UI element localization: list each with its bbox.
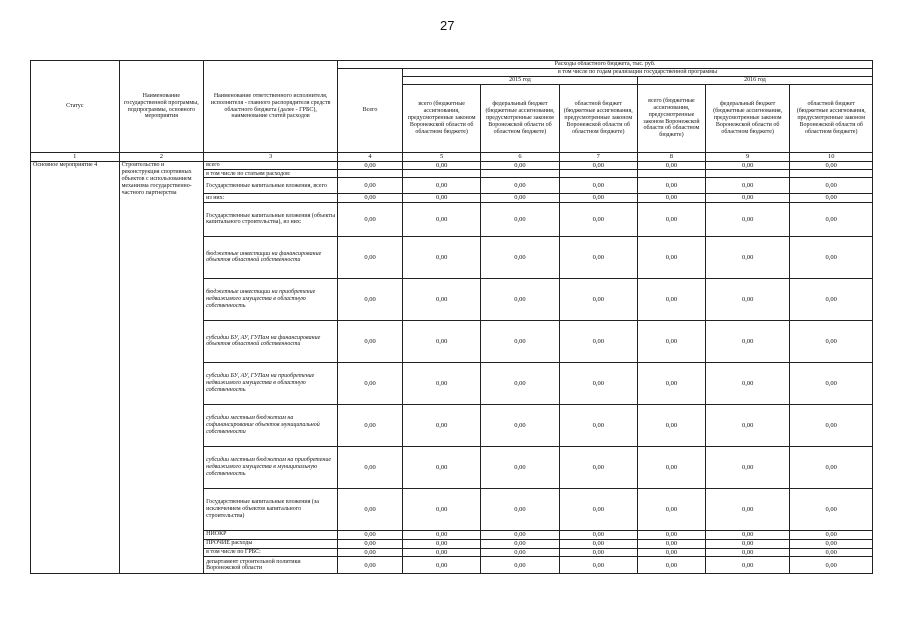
value-cell: 0,00 bbox=[705, 162, 790, 170]
row-label: субсидии местным бюджетам на софинансирование объектов муниципальной собственности bbox=[204, 404, 338, 446]
row-label: субсидии БУ, АУ, ГУПам на приобретение недвижимого имущества в областную собственность bbox=[204, 362, 338, 404]
value-cell: 0,00 bbox=[637, 202, 705, 236]
value-cell: 0,00 bbox=[637, 548, 705, 556]
col-number: 9 bbox=[705, 153, 790, 162]
value-cell: 0,00 bbox=[402, 548, 480, 556]
col-number: 4 bbox=[338, 153, 403, 162]
col-number: 5 bbox=[402, 153, 480, 162]
value-cell: 0,00 bbox=[790, 557, 873, 574]
value-cell: 0,00 bbox=[338, 548, 403, 556]
col-number: 1 bbox=[31, 153, 120, 162]
value-cell: 0,00 bbox=[559, 320, 637, 362]
value-cell bbox=[790, 170, 873, 178]
value-cell: 0,00 bbox=[559, 162, 637, 170]
value-cell: 0,00 bbox=[338, 278, 403, 320]
value-cell: 0,00 bbox=[705, 404, 790, 446]
value-cell: 0,00 bbox=[338, 557, 403, 574]
value-cell: 0,00 bbox=[705, 278, 790, 320]
value-cell: 0,00 bbox=[637, 278, 705, 320]
value-cell: 0,00 bbox=[481, 548, 559, 556]
value-cell: 0,00 bbox=[705, 236, 790, 278]
value-cell: 0,00 bbox=[790, 236, 873, 278]
header-2015-regional: областной бюджет (бюджетные ассигнования, предусмотренные законом Воронежской области об областном бюджете) bbox=[559, 85, 637, 153]
header-2016-federal: федеральный бюджет (бюджетные ассигнования, предусмотренные законом Воронежской области об областном бюджете) bbox=[705, 85, 790, 153]
header-2015-all: всего (бюджетные ассигнования, предусмотренные законом Воронежской области об областном бюджете) bbox=[402, 85, 480, 153]
value-cell: 0,00 bbox=[481, 404, 559, 446]
value-cell: 0,00 bbox=[338, 539, 403, 548]
value-cell: 0,00 bbox=[705, 320, 790, 362]
header-executor: Наименование ответственного исполнителя, исполнителя - главного распорядителя средств областного бюджета (далее - ГРБС), наименование статей расходов bbox=[204, 61, 338, 153]
value-cell: 0,00 bbox=[481, 530, 559, 539]
column-numbers-row bbox=[31, 153, 873, 162]
value-cell: 0,00 bbox=[338, 530, 403, 539]
value-cell: 0,00 bbox=[790, 362, 873, 404]
value-cell: 0,00 bbox=[790, 178, 873, 194]
value-cell: 0,00 bbox=[481, 488, 559, 530]
value-cell: 0,00 bbox=[705, 539, 790, 548]
value-cell: 0,00 bbox=[402, 162, 480, 170]
value-cell: 0,00 bbox=[338, 162, 403, 170]
page-number: 27 bbox=[440, 18, 455, 33]
value-cell: 0,00 bbox=[559, 202, 637, 236]
value-cell: 0,00 bbox=[637, 530, 705, 539]
value-cell: 0,00 bbox=[338, 320, 403, 362]
header-year-2015: 2015 год bbox=[402, 77, 637, 85]
header-status: Статус bbox=[31, 61, 120, 153]
value-cell: 0,00 bbox=[481, 162, 559, 170]
value-cell: 0,00 bbox=[637, 404, 705, 446]
value-cell: 0,00 bbox=[559, 278, 637, 320]
value-cell: 0,00 bbox=[637, 488, 705, 530]
budget-table bbox=[30, 60, 873, 574]
value-cell: 0,00 bbox=[790, 278, 873, 320]
value-cell: 0,00 bbox=[402, 178, 480, 194]
value-cell: 0,00 bbox=[338, 488, 403, 530]
program-cell: Строительство и реконструкция спортивных объектов с использованием механизма государственно-частного партнерства bbox=[119, 162, 204, 574]
row-label: из них: bbox=[204, 194, 338, 202]
value-cell: 0,00 bbox=[790, 194, 873, 202]
row-label: департамент строительной политики Воронежской области bbox=[204, 557, 338, 574]
value-cell: 0,00 bbox=[637, 362, 705, 404]
col-number: 8 bbox=[637, 153, 705, 162]
value-cell: 0,00 bbox=[481, 446, 559, 488]
header-2016-regional: областной бюджет (бюджетные ассигнования, предусмотренные законом Воронежской области об областном бюджете) bbox=[790, 85, 873, 153]
value-cell: 0,00 bbox=[402, 488, 480, 530]
row-label: бюджетные инвестиции на финансирование объектов областной собственности bbox=[204, 236, 338, 278]
col-number: 2 bbox=[119, 153, 204, 162]
value-cell: 0,00 bbox=[705, 557, 790, 574]
value-cell bbox=[559, 170, 637, 178]
table-row bbox=[31, 162, 873, 170]
value-cell: 0,00 bbox=[338, 446, 403, 488]
value-cell: 0,00 bbox=[637, 539, 705, 548]
header-2015-federal: федеральный бюджет (бюджетные ассигнования, предусмотренные законом Воронежской области об областном бюджете) bbox=[481, 85, 559, 153]
value-cell: 0,00 bbox=[559, 548, 637, 556]
status-cell: Основное мероприятие 4 bbox=[31, 162, 120, 574]
header-2016-all: всего (бюджетные ассигнования, предусмотренные законом Воронежской области об областном бюджете) bbox=[637, 85, 705, 153]
col-number: 3 bbox=[204, 153, 338, 162]
value-cell: 0,00 bbox=[559, 194, 637, 202]
value-cell: 0,00 bbox=[790, 162, 873, 170]
value-cell: 0,00 bbox=[559, 446, 637, 488]
value-cell: 0,00 bbox=[338, 362, 403, 404]
value-cell: 0,00 bbox=[637, 236, 705, 278]
row-label: в том числе по статьям расходов: bbox=[204, 170, 338, 178]
value-cell: 0,00 bbox=[481, 178, 559, 194]
value-cell: 0,00 bbox=[559, 557, 637, 574]
header-expenses: Расходы областного бюджета, тыс. руб. bbox=[338, 61, 873, 69]
value-cell: 0,00 bbox=[637, 178, 705, 194]
value-cell: 0,00 bbox=[402, 539, 480, 548]
header-program-name: Наименование государственной программы, подпрограммы, основного мероприятия bbox=[119, 61, 204, 153]
col-number: 6 bbox=[481, 153, 559, 162]
value-cell: 0,00 bbox=[402, 194, 480, 202]
row-label: НИОКР bbox=[204, 530, 338, 539]
value-cell: 0,00 bbox=[481, 320, 559, 362]
value-cell bbox=[481, 170, 559, 178]
row-label: Государственные капитальные вложения, всего bbox=[204, 178, 338, 194]
value-cell: 0,00 bbox=[338, 178, 403, 194]
value-cell: 0,00 bbox=[338, 202, 403, 236]
value-cell: 0,00 bbox=[402, 320, 480, 362]
value-cell: 0,00 bbox=[705, 178, 790, 194]
header-total: Всего bbox=[338, 69, 403, 153]
header-by-years: в том числе по годам реализации государственной программы bbox=[402, 69, 872, 77]
value-cell: 0,00 bbox=[705, 530, 790, 539]
value-cell: 0,00 bbox=[338, 404, 403, 446]
value-cell: 0,00 bbox=[705, 362, 790, 404]
value-cell bbox=[637, 170, 705, 178]
row-label: ПРОЧИЕ расходы bbox=[204, 539, 338, 548]
value-cell: 0,00 bbox=[637, 320, 705, 362]
row-label: в том числе по ГРБС: bbox=[204, 548, 338, 556]
value-cell: 0,00 bbox=[790, 539, 873, 548]
value-cell: 0,00 bbox=[338, 194, 403, 202]
row-label: Государственные капитальные вложения (объекты капитального строительства), из них: bbox=[204, 202, 338, 236]
value-cell: 0,00 bbox=[637, 557, 705, 574]
value-cell: 0,00 bbox=[559, 530, 637, 539]
value-cell: 0,00 bbox=[402, 202, 480, 236]
value-cell: 0,00 bbox=[402, 530, 480, 539]
value-cell: 0,00 bbox=[637, 446, 705, 488]
value-cell: 0,00 bbox=[790, 548, 873, 556]
col-number: 10 bbox=[790, 153, 873, 162]
value-cell bbox=[402, 170, 480, 178]
value-cell: 0,00 bbox=[481, 278, 559, 320]
value-cell: 0,00 bbox=[790, 404, 873, 446]
value-cell: 0,00 bbox=[481, 202, 559, 236]
value-cell: 0,00 bbox=[402, 404, 480, 446]
value-cell: 0,00 bbox=[402, 278, 480, 320]
col-number: 7 bbox=[559, 153, 637, 162]
value-cell: 0,00 bbox=[559, 488, 637, 530]
value-cell: 0,00 bbox=[559, 539, 637, 548]
value-cell: 0,00 bbox=[790, 530, 873, 539]
value-cell: 0,00 bbox=[705, 446, 790, 488]
value-cell: 0,00 bbox=[790, 488, 873, 530]
value-cell: 0,00 bbox=[481, 236, 559, 278]
value-cell: 0,00 bbox=[790, 320, 873, 362]
value-cell: 0,00 bbox=[338, 236, 403, 278]
row-label: всего bbox=[204, 162, 338, 170]
value-cell: 0,00 bbox=[402, 236, 480, 278]
value-cell: 0,00 bbox=[637, 162, 705, 170]
header-year-2016: 2016 год bbox=[637, 77, 872, 85]
value-cell: 0,00 bbox=[705, 548, 790, 556]
row-label: субсидии местным бюджетам на приобретение недвижимого имущества в муниципальную собственность bbox=[204, 446, 338, 488]
row-label: бюджетные инвестиции на приобретение недвижимого имущества в областную собственность bbox=[204, 278, 338, 320]
value-cell bbox=[338, 170, 403, 178]
value-cell: 0,00 bbox=[481, 362, 559, 404]
value-cell: 0,00 bbox=[481, 557, 559, 574]
value-cell: 0,00 bbox=[637, 194, 705, 202]
value-cell: 0,00 bbox=[402, 557, 480, 574]
value-cell: 0,00 bbox=[705, 202, 790, 236]
row-label: Государственные капитальные вложения (за исключением объектов капитального строительства) bbox=[204, 488, 338, 530]
value-cell: 0,00 bbox=[481, 539, 559, 548]
value-cell: 0,00 bbox=[402, 446, 480, 488]
value-cell: 0,00 bbox=[705, 194, 790, 202]
row-label: субсидии БУ, АУ, ГУПам на финансирование объектов областной собственности bbox=[204, 320, 338, 362]
value-cell: 0,00 bbox=[559, 178, 637, 194]
value-cell: 0,00 bbox=[559, 236, 637, 278]
value-cell bbox=[705, 170, 790, 178]
value-cell: 0,00 bbox=[705, 488, 790, 530]
value-cell: 0,00 bbox=[790, 446, 873, 488]
value-cell: 0,00 bbox=[559, 404, 637, 446]
value-cell: 0,00 bbox=[402, 362, 480, 404]
value-cell: 0,00 bbox=[790, 202, 873, 236]
value-cell: 0,00 bbox=[559, 362, 637, 404]
value-cell: 0,00 bbox=[481, 194, 559, 202]
